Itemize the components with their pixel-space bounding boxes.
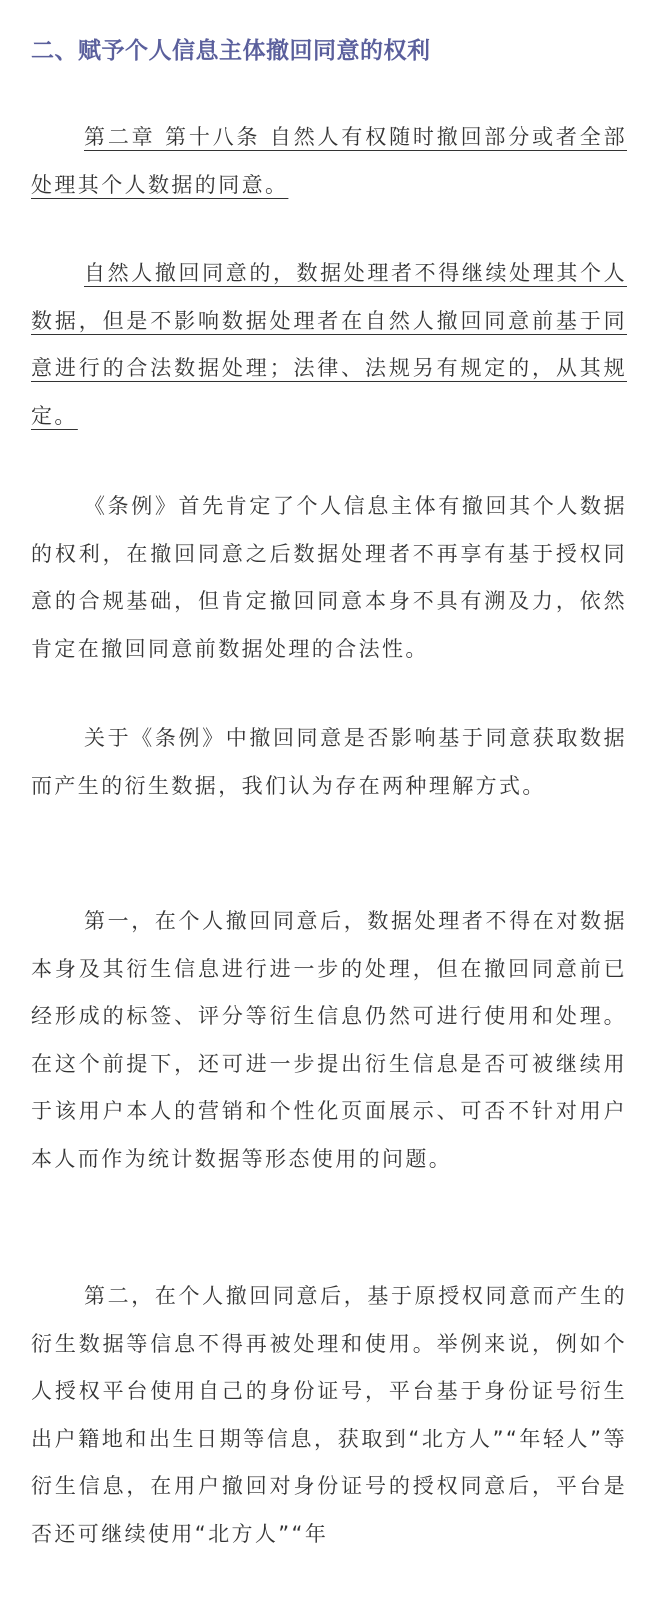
article-paragraph: 第一，在个人撤回同意后，数据处理者不得在对数据本身及其衍生信息进行进一步的处理，但在撤回同意前已经形成的标签、评分等衍生信息仍然可进行使用和处理。在这个前提下，还可进一步提出衍生信息是否可被继续用于该用户本人的营销和个性化页面展示、可否不针对用户本人而作为统计数据等形态使用的问题。	[31, 909, 627, 1171]
article-paragraph: 《条例》首先肯定了个人信息主体有撤回其个人数据的权利，在撤回同意之后数据处理者不再享有基于授权同意的合规基础，但肯定撤回同意本身不具有溯及力，依然肯定在撤回同意前数据处理的合法性。	[31, 494, 627, 661]
underlined-text: 自然人撤回同意的，数据处理者不得继续处理其个人数据，但是不影响数据处理者在自然人撤回同意前基于同意进行的合法数据处理；法律、法规另有规定的，从其规定。	[31, 261, 627, 428]
article-paragraph	[31, 250, 627, 440]
article-paragraph: 第二，在个人撤回同意后，基于原授权同意而产生的衍生数据等信息不得再被处理和使用。举例来说，例如个人授权平台使用自己的身份证号，平台基于身份证号衍生出户籍地和出生日期等信息，获取到“北方人”“年轻人”等衍生信息，在用户撤回对身份证号的授权同意后，平台是否还可继续使用“北方人”“年	[31, 1284, 627, 1546]
article-paragraph: 关于《条例》中撤回同意是否影响基于同意获取数据而产生的衍生数据，我们认为存在两种理解方式。	[31, 726, 627, 798]
underlined-text: 第二章 第十八条 自然人有权随时撤回部分或者全部处理其个人数据的同意。	[31, 125, 627, 197]
article-paragraph	[31, 114, 627, 209]
section-heading: 二、赋予个人信息主体撤回同意的权利	[31, 38, 431, 64]
